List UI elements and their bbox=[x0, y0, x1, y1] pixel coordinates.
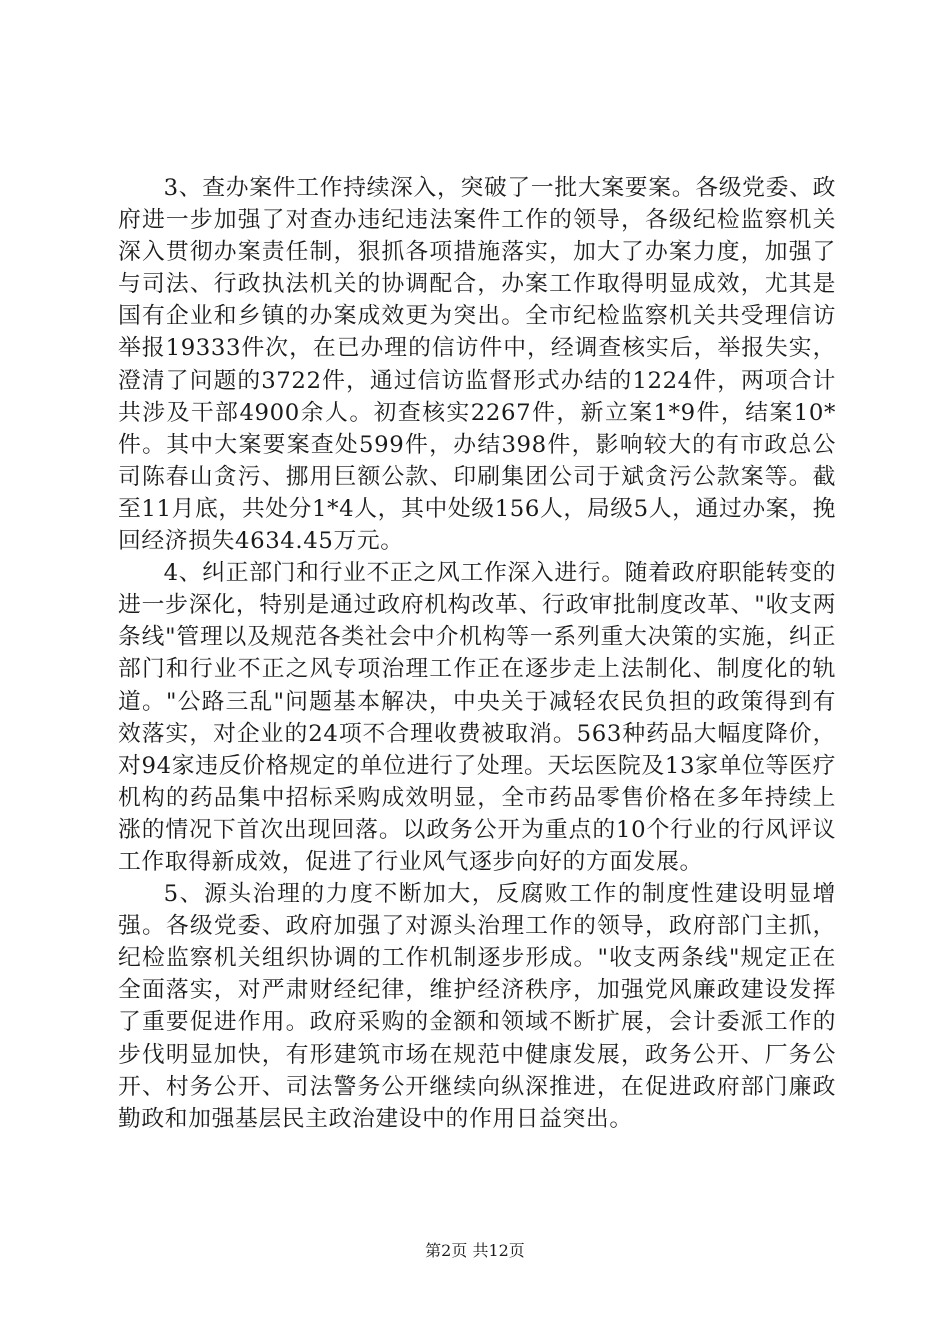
page-number-footer: 第2页 共12页 bbox=[425, 1241, 525, 1260]
paragraph-case-investigation: 3、查办案件工作持续深入，突破了一批大案要案。各级党委、政府进一步加强了对查办违纪违法案件工作的领导，各级纪检监察机关深入贯彻办案责任制，狠抓各项措施落实，加大了办案力度，加强了与司法、行政执法机关的协调配合，办案工作取得明显成效，尤其是国有企业和乡镇的办案成效更为突出。全市纪检监察机关共受理信访举报19333件次，在已办理的信访件中，经调查核实后，举报失实，澄清了问题的3722件，通过信访监督形式办结的1224件，两项合计共涉及干部4900余人。初查核实2267件，新立案1*9件，结案10*件。其中大案要案查处599件，办结398件，影响较大的有市政总公司陈春山贪污、挪用巨额公款、印刷集团公司于斌贪污公款案等。截至11月底，共处分1*4人，其中处级156人，局级5人，通过办案，挽回经济损失4634.45万元。 bbox=[118, 175, 836, 555]
paragraph-industry-misconduct: 4、纠正部门和行业不正之风工作深入进行。随着政府职能转变的进一步深化，特别是通过政府机构改革、行政审批制度改革、"收支两条线"管理以及规范各类社会中介机构等一系列重大决策的实施，纠正部门和行业不正之风专项治理工作正在逐步走上法制化、制度化的轨道。"公路三乱"问题基本解决，中央关于减轻农民负担的政策得到有效落实，对企业的24项不合理收费被取消。563种药品大幅度降价，对94家违反价格规定的单位进行了处理。天坛医院及13家单位等医疗机构的药品集中招标采购成效明显，全市药品零售价格在多年持续上涨的情况下首次出现回落。以政务公开为重点的10个行业的行风评议工作取得新成效，促进了行业风气逐步向好的方面发展。 bbox=[118, 560, 836, 875]
paragraph-source-governance: 5、源头治理的力度不断加大，反腐败工作的制度性建设明显增强。各级党委、政府加强了对源头治理工作的领导，政府部门主抓，纪检监察机关组织协调的工作机制逐步形成。"收支两条线"规定正在全面落实，对严肃财经纪律，维护经济秩序，加强党风廉政建设发挥了重要促进作用。政府采购的金额和领域不断扩展，会计委派工作的步伐明显加快，有形建筑市场在规范中健康发展，政务公开、厂务公开、村务公开、司法警务公开继续向纵深推进，在促进政府部门廉政勤政和加强基层民主政治建设中的作用日益突出。 bbox=[118, 881, 836, 1132]
document-body bbox=[118, 172, 836, 1135]
